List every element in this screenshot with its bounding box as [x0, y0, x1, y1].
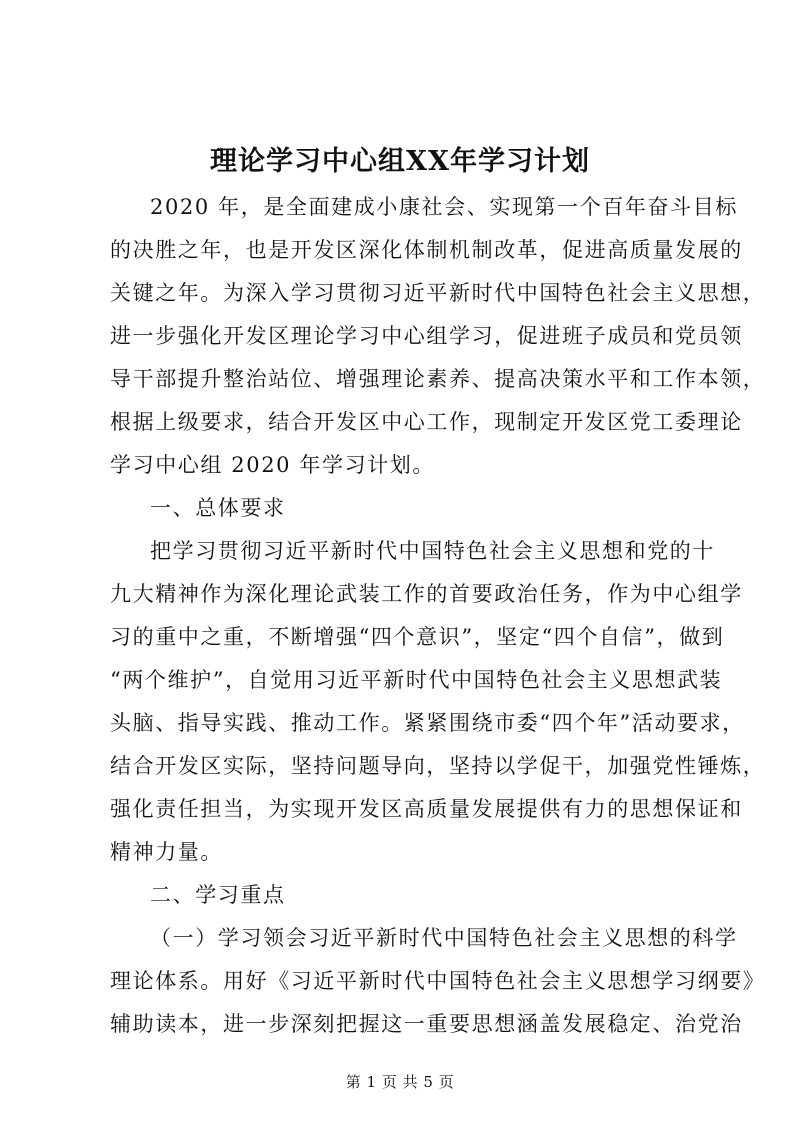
paragraph-line: 理论体系。用好《习近平新时代中国特色社会主义思想学习纲要》 [110, 969, 766, 993]
paragraph-line: 辅助读本，进一步深刻把握这一重要思想涵盖发展稳定、治党治 [110, 1012, 743, 1036]
paragraph-line: “两个维护”，自觉用习近平新时代中国特色社会主义思想武装 [110, 668, 723, 692]
paragraph-line: 强化责任担当，为实现开发区高质量发展提供有力的思想保证和 [110, 797, 743, 821]
paragraph-line: 导干部提升整治站位、增强理论素养、提高决策水平和工作本领， [110, 367, 766, 391]
paragraph-line: 结合开发区实际，坚持问题导向，坚持以学促干，加强党性锤炼， [110, 754, 766, 778]
paragraph-line: 九大精神作为深化理论武装工作的首要政治任务，作为中心组学 [110, 582, 743, 606]
page-footer: 第 1 页 共 5 页 [345, 1073, 455, 1091]
paragraph-line: 根据上级要求，结合开发区中心工作，现制定开发区党工委理论 [110, 410, 743, 434]
paragraph-line: 关键之年。为深入学习贯彻习近平新时代中国特色社会主义思想， [110, 281, 766, 305]
section-heading: 一、总体要求 [150, 496, 286, 520]
paragraph-line: 的决胜之年，也是开发区深化体制机制改革，促进高质量发展的 [110, 238, 743, 262]
paragraph-line: 头脑、指导实践、推动工作。紧紧围绕市委“四个年”活动要求， [110, 711, 745, 735]
paragraph-line: （一）学习领会习近平新时代中国特色社会主义思想的科学 [150, 926, 738, 950]
paragraph-line: 学习中心组 2020 年学习计划。 [110, 453, 435, 477]
paragraph-line: 进一步强化开发区理论学习中心组学习，促进班子成员和党员领 [110, 324, 743, 348]
paragraph-line: 2020 年，是全面建成小康社会、实现第一个百年奋斗目标 [150, 195, 738, 219]
paragraph-line: 习的重中之重，不断增强“四个意识”，坚定“四个自信”，做到 [110, 625, 725, 649]
section-heading: 二、学习重点 [150, 883, 286, 907]
paragraph-line: 把学习贯彻习近平新时代中国特色社会主义思想和党的十 [150, 539, 715, 563]
document-title: 理论学习中心组XX年学习计划 [210, 146, 590, 177]
paragraph-line: 精神力量。 [110, 840, 223, 864]
